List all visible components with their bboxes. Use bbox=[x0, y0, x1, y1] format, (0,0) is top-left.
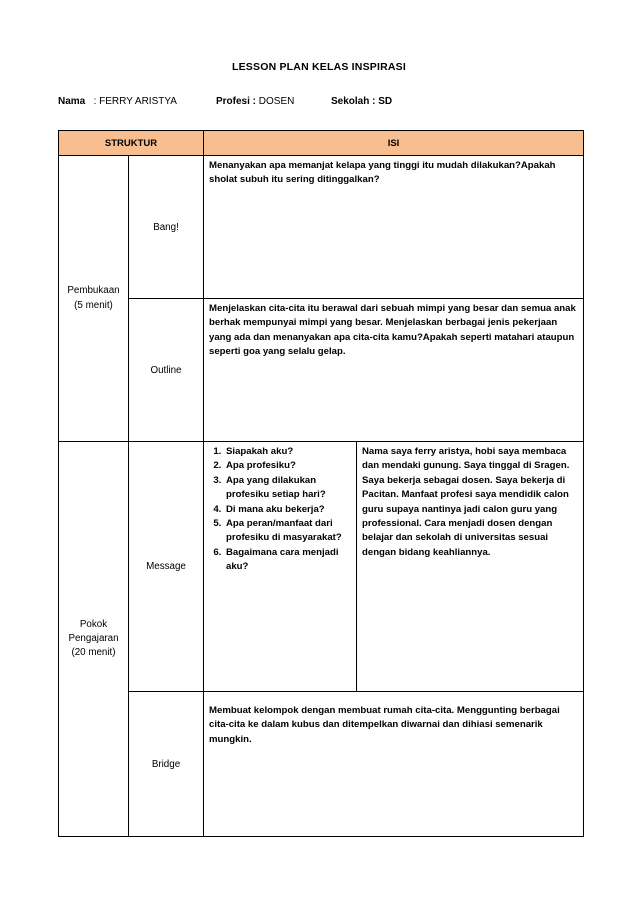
nama-value: : FERRY ARISTYA bbox=[93, 96, 177, 107]
content-bridge: Membuat kelompok dengan membuat rumah cita-cita. Menggunting berbagai cita-cita ke dalam kubus dan ditempelkan diwarnai dan dihiasi semenarik mungkin. bbox=[204, 692, 584, 837]
meta-sekolah bbox=[331, 96, 392, 107]
list-item: 2. Apa profesiku? bbox=[224, 459, 351, 473]
header-row bbox=[59, 131, 584, 156]
table-row bbox=[59, 692, 584, 837]
table-row bbox=[59, 442, 584, 692]
sub-message: Message bbox=[129, 442, 204, 692]
content-message-answer: Nama saya ferry aristya, hobi saya membaca dan mendaki gunung. Saya tinggal di Sragen. Saya bekerja sebagai dosen. Saya bekerja di Pacitan. Manfaat profesi saya mendidik calon guru supaya nantinya jadi calon guru yang professional. Cara menjadi dosen dengan belajar dan sekolah di universitas sesuai dengan bidang keahliannya. bbox=[357, 442, 584, 692]
sub-outline: Outline bbox=[129, 299, 204, 442]
sub-bridge: Bridge bbox=[129, 692, 204, 837]
section-label-line: (5 menit) bbox=[74, 299, 113, 311]
meta-profesi bbox=[216, 96, 294, 107]
page-title: LESSON PLAN KELAS INSPIRASI bbox=[231, 61, 406, 73]
list-item: 3. Apa yang dilakukan profesiku setiap hari? bbox=[224, 474, 351, 503]
sub-bang: Bang! bbox=[129, 156, 204, 299]
sekolah-label: Sekolah : SD bbox=[331, 96, 393, 107]
section-label-line: Pembukaan bbox=[67, 285, 120, 297]
content-outline: Menjelaskan cita-cita itu berawal dari sebuah mimpi yang besar dan semua anak berhak mempunyai mimpi yang besar. Menjelaskan berbagai jenis pekerjaan yang ada dan menanyakan apa cita-cita kamu?Apakah seperti matahari ataupun seperti goa yang selalu gelap. bbox=[204, 299, 584, 442]
header-struktur: STRUKTUR bbox=[59, 131, 204, 156]
profesi-value: DOSEN bbox=[258, 96, 295, 107]
section-label-line: Pokok bbox=[79, 618, 108, 630]
section-label-line: Pengajaran bbox=[68, 632, 119, 644]
section-label-line: (20 menit) bbox=[71, 647, 116, 659]
lesson-plan-table bbox=[58, 130, 584, 837]
section-pembukaan bbox=[59, 156, 129, 442]
table-row bbox=[59, 156, 584, 299]
content-bang: Menanyakan apa memanjat kelapa yang tinggi itu mudah dilakukan?Apakah sholat subuh itu sering ditinggalkan? bbox=[204, 156, 584, 299]
question-list bbox=[209, 445, 351, 575]
list-item: 1. Siapakah aku? bbox=[224, 445, 351, 459]
table-row bbox=[59, 299, 584, 442]
section-pokok-pengajaran bbox=[59, 442, 129, 837]
meta-nama bbox=[58, 96, 177, 107]
list-item: 6. Bagaimana cara menjadi aku? bbox=[224, 546, 351, 575]
content-message-questions bbox=[204, 442, 357, 692]
list-item: 5. Apa peran/manfaat dari profesiku di masyarakat? bbox=[224, 517, 351, 546]
header-isi: ISI bbox=[204, 131, 584, 156]
list-item: 4. Di mana aku bekerja? bbox=[224, 503, 351, 517]
profesi-label: Profesi : bbox=[216, 96, 257, 107]
nama-label: Nama bbox=[58, 96, 86, 107]
